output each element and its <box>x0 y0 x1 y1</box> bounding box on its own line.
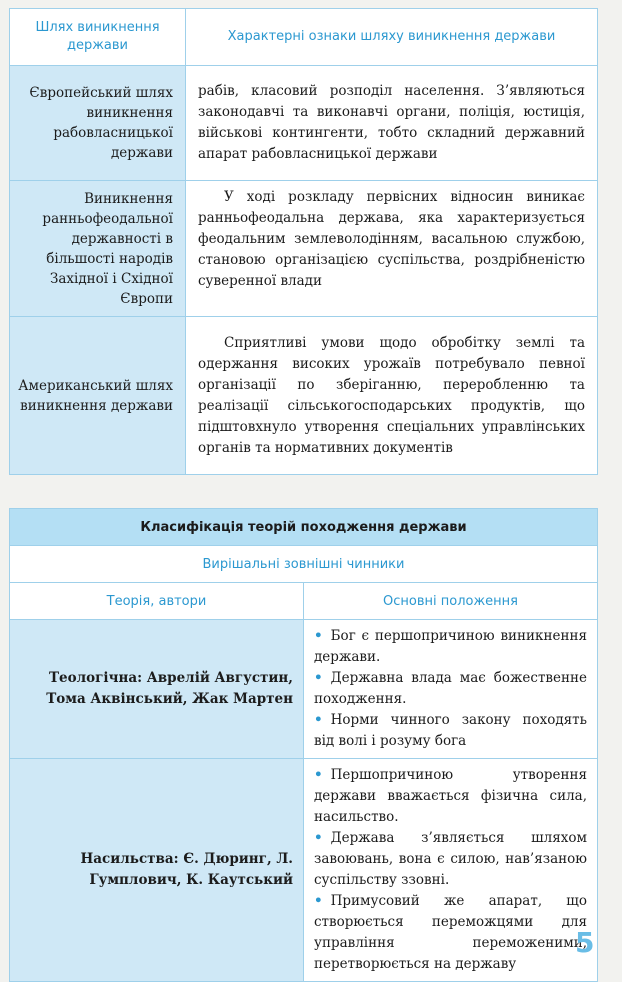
table1-header-path: Шлях виникнення держави <box>10 9 186 66</box>
theory-authors: Є. Дюринг, Л. Гумплович, К. Каутський <box>89 851 293 888</box>
theory-name: Насильства: <box>80 851 179 867</box>
features-cell: Сприятливі умови щодо обробітку землі та одержання високих урожаїв потребувало певної організації по зберіганню, переробленню та реалізації сільськогосподарських продуктів, що підштовхнуло утворення спеціальних управлінських органів та нормативних документів <box>186 317 598 475</box>
path-cell: Американський шлях виникнення держави <box>10 317 186 475</box>
table2-subtitle: Вирішальні зовнішні чинники <box>10 546 598 583</box>
path-cell: Європейський шлях виникнення рабовласницької держави <box>10 66 186 181</box>
list-item: • Бог є першопричиною виникнення держави. <box>314 628 587 665</box>
table-row <box>10 66 598 181</box>
table-row <box>10 181 598 317</box>
state-origin-theories-table <box>9 508 598 982</box>
list-item: • Державна влада має божественне походження. <box>314 670 587 707</box>
list-item: • Держава з’являється шляхом завоювань, вона є силою, нав’язаною суспільству ззовні. <box>314 830 587 888</box>
list-item: • Першопричиною утворення держави вважається фізична сила, насильство. <box>314 767 587 825</box>
bullet-icon: • <box>314 670 323 686</box>
table2-header-points: Основні положення <box>304 583 598 620</box>
table2-title: Класифікація теорій походження держави <box>10 509 598 546</box>
points-cell <box>304 620 598 759</box>
theory-authors: Аврелій Августин, Тома Аквінський, Жак Мартен <box>46 670 293 707</box>
table-row <box>10 317 598 475</box>
page-number: 5 <box>575 926 595 959</box>
theory-cell <box>10 620 304 759</box>
list-item: • Примусовий же апарат, що створюється переможцями для управління переможеними, перетворюється на державу <box>314 893 587 972</box>
bullet-icon: • <box>314 712 323 728</box>
table-row <box>10 759 598 982</box>
bullet-icon: • <box>314 893 323 909</box>
theory-cell <box>10 759 304 982</box>
path-cell: Виникнення ранньофеодальної державності в більшості народів Західної і Східної Європи <box>10 181 186 317</box>
bullet-icon: • <box>314 830 323 846</box>
points-cell <box>304 759 598 982</box>
features-cell: рабів, класовий розподіл населення. З’являються законодавчі та виконавчі органи, поліція, юстиція, військові контингенти, тобто складний державний апарат рабовласницької держави <box>186 66 598 181</box>
state-origin-paths-table <box>9 8 598 475</box>
table-row <box>10 620 598 759</box>
bullet-icon: • <box>314 767 323 783</box>
table1-header-features: Характерні ознаки шляху виникнення держави <box>186 9 598 66</box>
theory-name: Теологічна: <box>49 670 143 686</box>
features-cell: У ході розкладу первісних відносин виникає ранньофеодальна держава, яка характеризується феодальним землеволодінням, васальною службою, становою організацією суспільства, роздрібненістю суверенної влади <box>186 181 598 317</box>
table2-header-theory: Теорія, автори <box>10 583 304 620</box>
list-item: • Норми чинного закону походять від волі і розуму бога <box>314 712 587 749</box>
bullet-icon: • <box>314 628 323 644</box>
